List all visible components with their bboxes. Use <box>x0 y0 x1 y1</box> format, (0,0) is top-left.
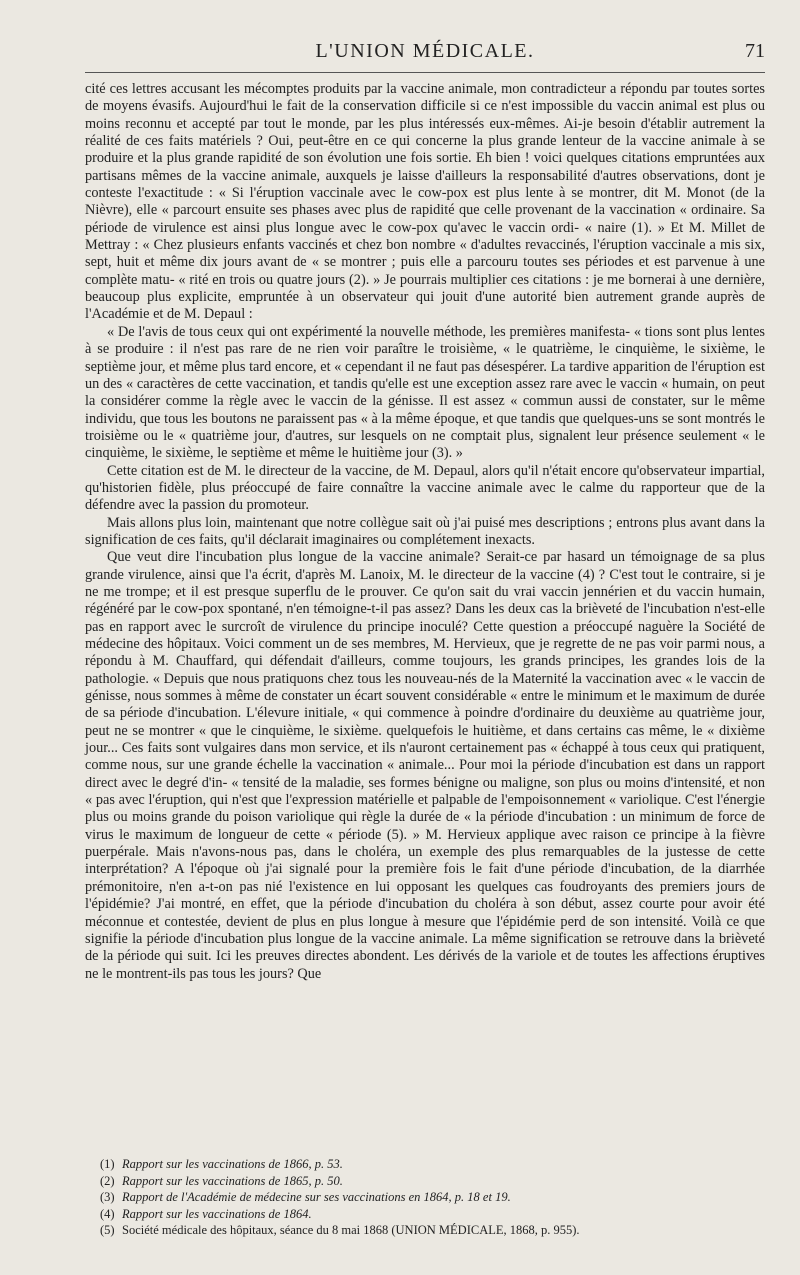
header-rule <box>85 72 765 73</box>
footnote <box>100 1156 760 1173</box>
footnote-number: (4) <box>100 1206 115 1221</box>
footnote-number: (2) <box>100 1173 115 1188</box>
footnotes <box>100 1156 760 1239</box>
footnote <box>100 1222 760 1239</box>
footnote-number: (5) <box>100 1223 115 1238</box>
paragraph: Mais allons plus loin, maintenant que notre collègue sait où j'ai puisé mes descriptions ; entrons plus avant dans la signification de ces faits, qu'il déclarait imaginaires ou complétement inexacts. <box>85 514 765 548</box>
footnote <box>100 1173 760 1190</box>
footnote-text: Rapport sur les vaccinations de 1866, p. 53. <box>122 1157 343 1171</box>
footnote <box>100 1206 760 1223</box>
footnote-text: Rapport sur les vaccinations de 1865, p. 50. <box>122 1173 343 1188</box>
running-title: L'UNION MÉDICALE. <box>315 40 535 62</box>
footnote-text: Rapport de l'Académie de médecine sur ses vaccinations en 1864, p. 18 et 19. <box>122 1190 511 1205</box>
paragraph: Cette citation est de M. le directeur de la vaccine, de M. Depaul, alors qu'il n'était encore qu'observateur impartial, qu'historien fidèle, plus préoccupé de faire connaître la vaccine animale avec le calme du rapporteur que de la défendre avec la passion du promoteur. <box>85 462 765 514</box>
footnote-number: (1) <box>100 1157 115 1171</box>
body-text <box>85 81 765 983</box>
paragraph: « De l'avis de tous ceux qui ont expérimenté la nouvelle méthode, les premières manifesta- « tions sont plus lentes à se produire : il n'est pas rare de ne rien voir paraître le troisième, « le quatrième, le cinquième, le sixième, le septième jour, et même plus tard encore, et « cependant il ne faut pas désespérer. La tardive apparition de l'éruption est un des « caractères de cette vaccination, et tandis qu'elle est une exception assez rare avec le vaccin « humain, on peut la considérer comme la règle avec le vaccin de la génisse. Il est assez « commun aussi de constater, sur le même individu, que tous les boutons ne paraissent pas « à la même époque, et que tandis que quelques-uns se sont montrés le troisième ou le « quatrième jour, d'autres, sur lesquels on ne comptait plus, signalent leur présence seulement « le cinquième, le sixième, le septième et même le huitième jour (3). » <box>85 323 765 462</box>
footnote-number: (3) <box>100 1190 115 1205</box>
paragraph: cité ces lettres accusant les mécomptes produits par la vaccine animale, mon contradicteur a répondu par toutes sortes de moyens évasifs. Aujourd'hui le fait de la conservation difficile si ce n'est impossible du vaccin animal est plus ou moins reconnu et accepté par tout le monde, par les plus intéressés eux-mêmes. Ai-je besoin d'établir autrement la réalité de ces faits matériels ? Oui, peut-être en ce qui concerne la plus grande lenteur de la vaccine animale à se produire et la plus grande rapidité de son évolution une fois sortie. Eh bien ! voici quelques citations empruntées aux partisans mêmes de la vaccine animale, auxquels je laisse d'ailleurs la responsabilité d'autres observations, dont je conteste l'exactitude : « Si l'éruption vaccinale avec le cow-pox est plus lente à se montrer, dit M. Monot (de la Nièvre), elle « parcourt ensuite ses phases avec plus de rapidité que celle provenant de la vaccination « ordinaire. Sa période de virulence est ainsi plus longue avec le cow-pox qu'avec le vaccin ordi- « naire (1). » Et M. Millet de Mettray : « Chez plusieurs enfants vaccinés et chez bon nombre « d'adultes revaccinés, l'éruption vaccinale a mis six, sept, huit et même dix jours avant de « se montrer ; puis elle a parcouru toutes ses périodes et est parvenue à une complète matu- « rité en trois ou quatre jours (2). » Je pourrais multiplier ces citations : je me bornerai à une dernière, beaucoup plus explicite, empruntée à un observateur qui jouit d'une autorité bien autrement grande auprès de l'Académie et de M. Depaul : <box>85 81 765 323</box>
page-header <box>85 40 765 68</box>
footnote-text: Société médicale des hôpitaux, séance du 8 mai 1868 (UNION MÉDICALE, 1868, p. 955). <box>122 1223 580 1238</box>
footnote <box>100 1189 760 1206</box>
paragraph: Que veut dire l'incubation plus longue de la vaccine animale? Serait-ce par hasard un témoignage de sa plus grande virulence, ainsi que l'a écrit, d'après M. Lanoix, M. le directeur de la vaccine (4) ? C'est tout le contraire, si je ne me trompe; et il est presque superflu de le prouver. Ce qu'on sait du vrai vaccin jennérien et du vaccin humain, régénéré par le cow-pox spontané, n'en témoigne-t-il pas assez? Dans les deux cas la brièveté de l'incubation n'est-elle pas en rapport avec le surcroît de virulence du principe inoculé? Cette question a préoccupé naguère la Société de médecine des hôpitaux. Voici comment un de ses membres, M. Hervieux, que je regrette de ne pas voir parmi nous, a répondu à M. Chauffard, qui défendait d'ailleurs, comme toujours, les grands principes, les grandes lois de la pathologie. « Depuis que nous pratiquons chez tous les nouveau-nés de la Maternité la vaccination avec « le vaccin de génisse, nous sommes à même de constater un écart souvent considérable « entre le minimum et le maximum de durée de sa période d'incubation. L'élevure initiale, « qui commence à poindre d'ordinaire du deuxième au quatrième jour, peut ne se montrer « que le cinquième, le sixième. quelquefois le huitième, et dans certains cas même, le « dixième jour... Ces faits sont vulgaires dans mon service, et ils n'auront certainement pas « échappé à tous ceux qui pratiquent, comme nous, sur une grande échelle la vaccination « animale... Pour moi la période d'incubation est dans un rapport direct avec le degré d'in- « tensité de la maladie, ses formes bénigne ou maligne, son plus ou moins d'intensité, et non « pas avec l'éruption, qui n'est que l'expression matérielle et palpable de l'empoisonnement « variolique. C'est l'énergie plus ou moins grande du poison variolique qui règle la durée de « la période d'incubation : un minimum de force de virus le maximum de longueur de cette « période (5). » M. Hervieux applique avec raison ce principe à la fièvre puerpérale. Mais n'avons-nous pas, dans le choléra, un exemple des plus remarquables de la justesse de cette interprétation? A l'époque où j'ai signalé pour la première fois le fait d'une période d'incubation, de la diarrhée prémonitoire, n'en a-t-on pas nié l'existence en lui opposant les quelques cas foudroyants des premiers jours de l'épidémie? J'ai montré, en effet, que la période d'incubation du choléra à son début, assez courte pour avoir été méconnue et contestée, devient de plus en plus longue à mesure que l'épidémie perd de son intensité. Voilà ce que signifie la période d'incubation plus longue de la vaccine animale. La même signification se retrouve dans la brièveté de la période qui suit. Ici les preuves directes abondent. Les dérivés de la variole et de toutes les affections éruptives ne le montrent-ils pas tous les jours? Que <box>85 549 765 982</box>
page-number: 71 <box>745 40 765 62</box>
footnote-text: Rapport sur les vaccinations de 1864. <box>122 1206 312 1221</box>
